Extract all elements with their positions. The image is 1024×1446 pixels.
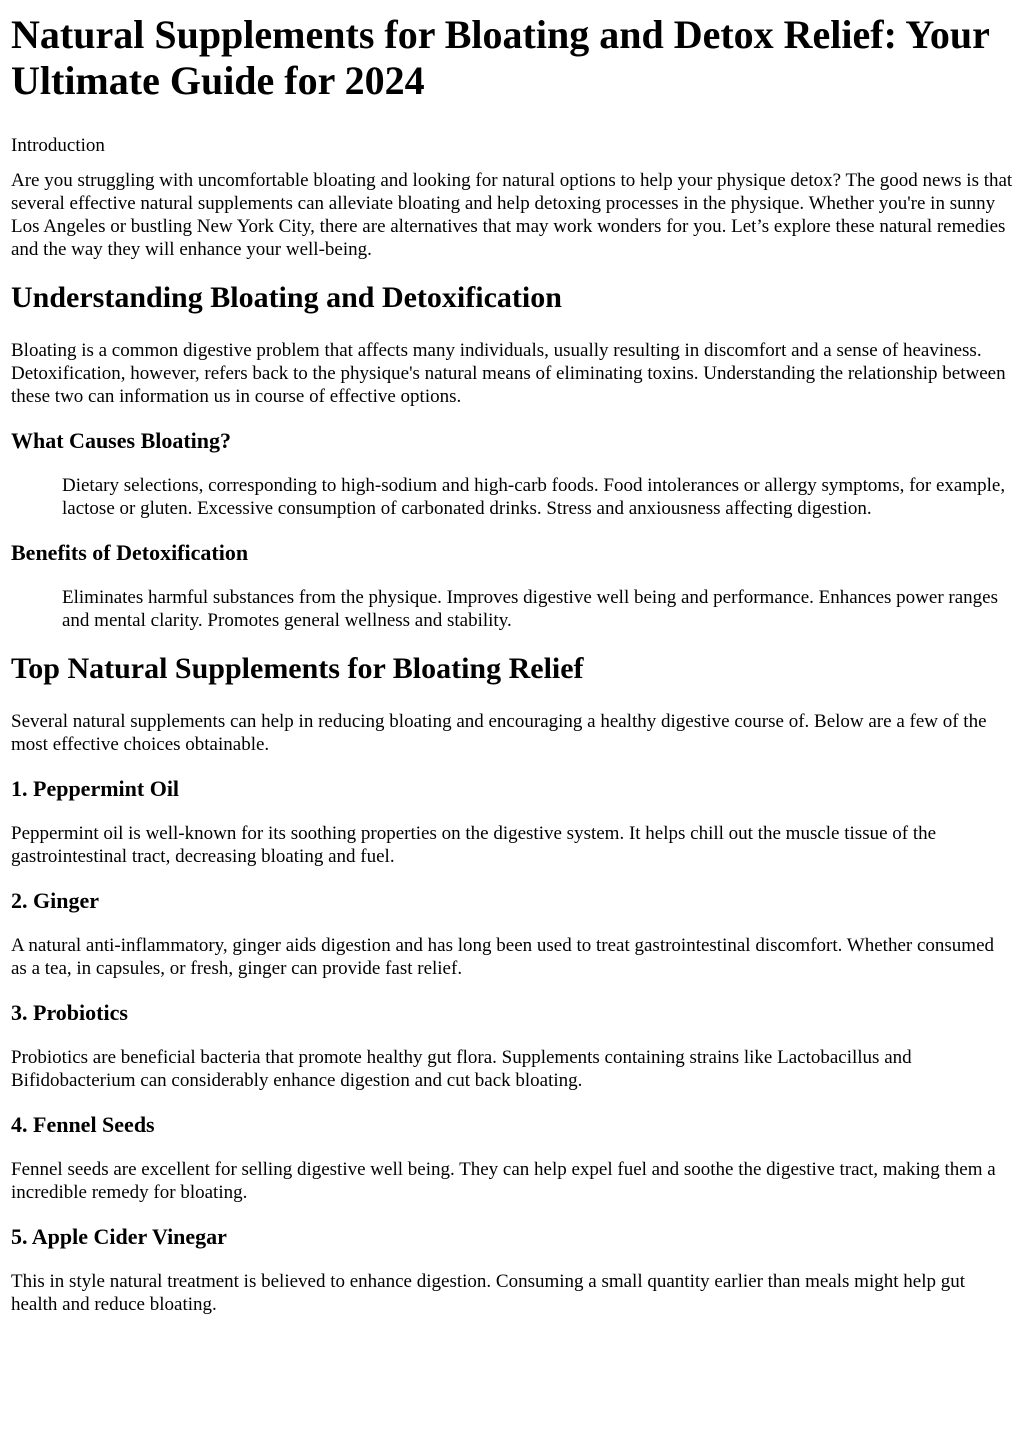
supplement-heading-probiotics: 3. Probiotics [11, 1000, 128, 1025]
supplement-text-apple-cider-vinegar: This in style natural treatment is believed to enhance digestion. Consuming a small quantity earlier than meals might help gut health and reduce bloating. [11, 1271, 965, 1315]
supplement-text-probiotics: Probiotics are beneficial bacteria that promote healthy gut flora. Supplements containing strains like Lactobacillus and Bifidobacterium can considerably enhance digestion and cut back bloating. [11, 1047, 912, 1091]
supplement-text-peppermint: Peppermint oil is well-known for its soothing properties on the digestive system. It helps chill out the muscle tissue of the gastrointestinal tract, decreasing bloating and fuel. [11, 823, 937, 867]
section-heading-top-supplements: Top Natural Supplements for Bloating Relief [11, 652, 584, 685]
intro-label: Introduction [11, 135, 105, 156]
benefits-blockquote: Eliminates harmful substances from the physique. Improves digestive well being and performance. Enhances power ranges and mental clarity. Promotes general wellness and stability. [62, 587, 998, 631]
understanding-paragraph: Bloating is a common digestive problem that affects many individuals, usually resulting in discomfort and a sense of heaviness. Detoxification, however, refers back to the physique's natural means of eliminating toxins. Understanding the relationship between these two can information us in course of effective options. [11, 340, 1006, 407]
supplement-heading-apple-cider-vinegar: 5. Apple Cider Vinegar [11, 1224, 227, 1249]
section-heading-understanding: Understanding Bloating and Detoxification [11, 281, 562, 314]
top-supplements-paragraph: Several natural supplements can help in reducing bloating and encouraging a healthy digestive course of. Below are a few of the most effective choices obtainable. [11, 711, 987, 755]
supplement-heading-peppermint: 1. Peppermint Oil [11, 776, 180, 801]
supplement-heading-ginger: 2. Ginger [11, 888, 99, 913]
intro-paragraph: Are you struggling with uncomfortable bloating and looking for natural options to help your physique detox? The good news is that several effective natural supplements can alleviate bloating and help detoxing processes in the physique. Whether you're in sunny Los Angeles or bustling New York City, there are alternatives that may work wonders for you. Let’s explore these natural remedies and the way they will enhance your well-being. [11, 170, 1013, 260]
subheading-benefits: Benefits of Detoxification [11, 540, 249, 565]
page-title: Natural Supplements for Bloating and Detox Relief: Your Ultimate Guide for 2024 [11, 12, 990, 103]
supplement-text-fennel: Fennel seeds are excellent for selling digestive well being. They can help expel fuel and soothe the digestive tract, making them a incredible remedy for bloating. [11, 1159, 996, 1203]
supplement-text-ginger: A natural anti-inflammatory, ginger aids digestion and has long been used to treat gastrointestinal discomfort. Whether consumed as a tea, in capsules, or fresh, ginger can provide fast relief. [11, 935, 994, 979]
supplement-heading-fennel: 4. Fennel Seeds [11, 1112, 155, 1137]
subheading-causes: What Causes Bloating? [11, 428, 232, 453]
causes-blockquote: Dietary selections, corresponding to high-sodium and high-carb foods. Food intolerances or allergy symptoms, for example, lactose or gluten. Excessive consumption of carbonated drinks. Stress and anxiousness affecting digestion. [62, 475, 1006, 519]
